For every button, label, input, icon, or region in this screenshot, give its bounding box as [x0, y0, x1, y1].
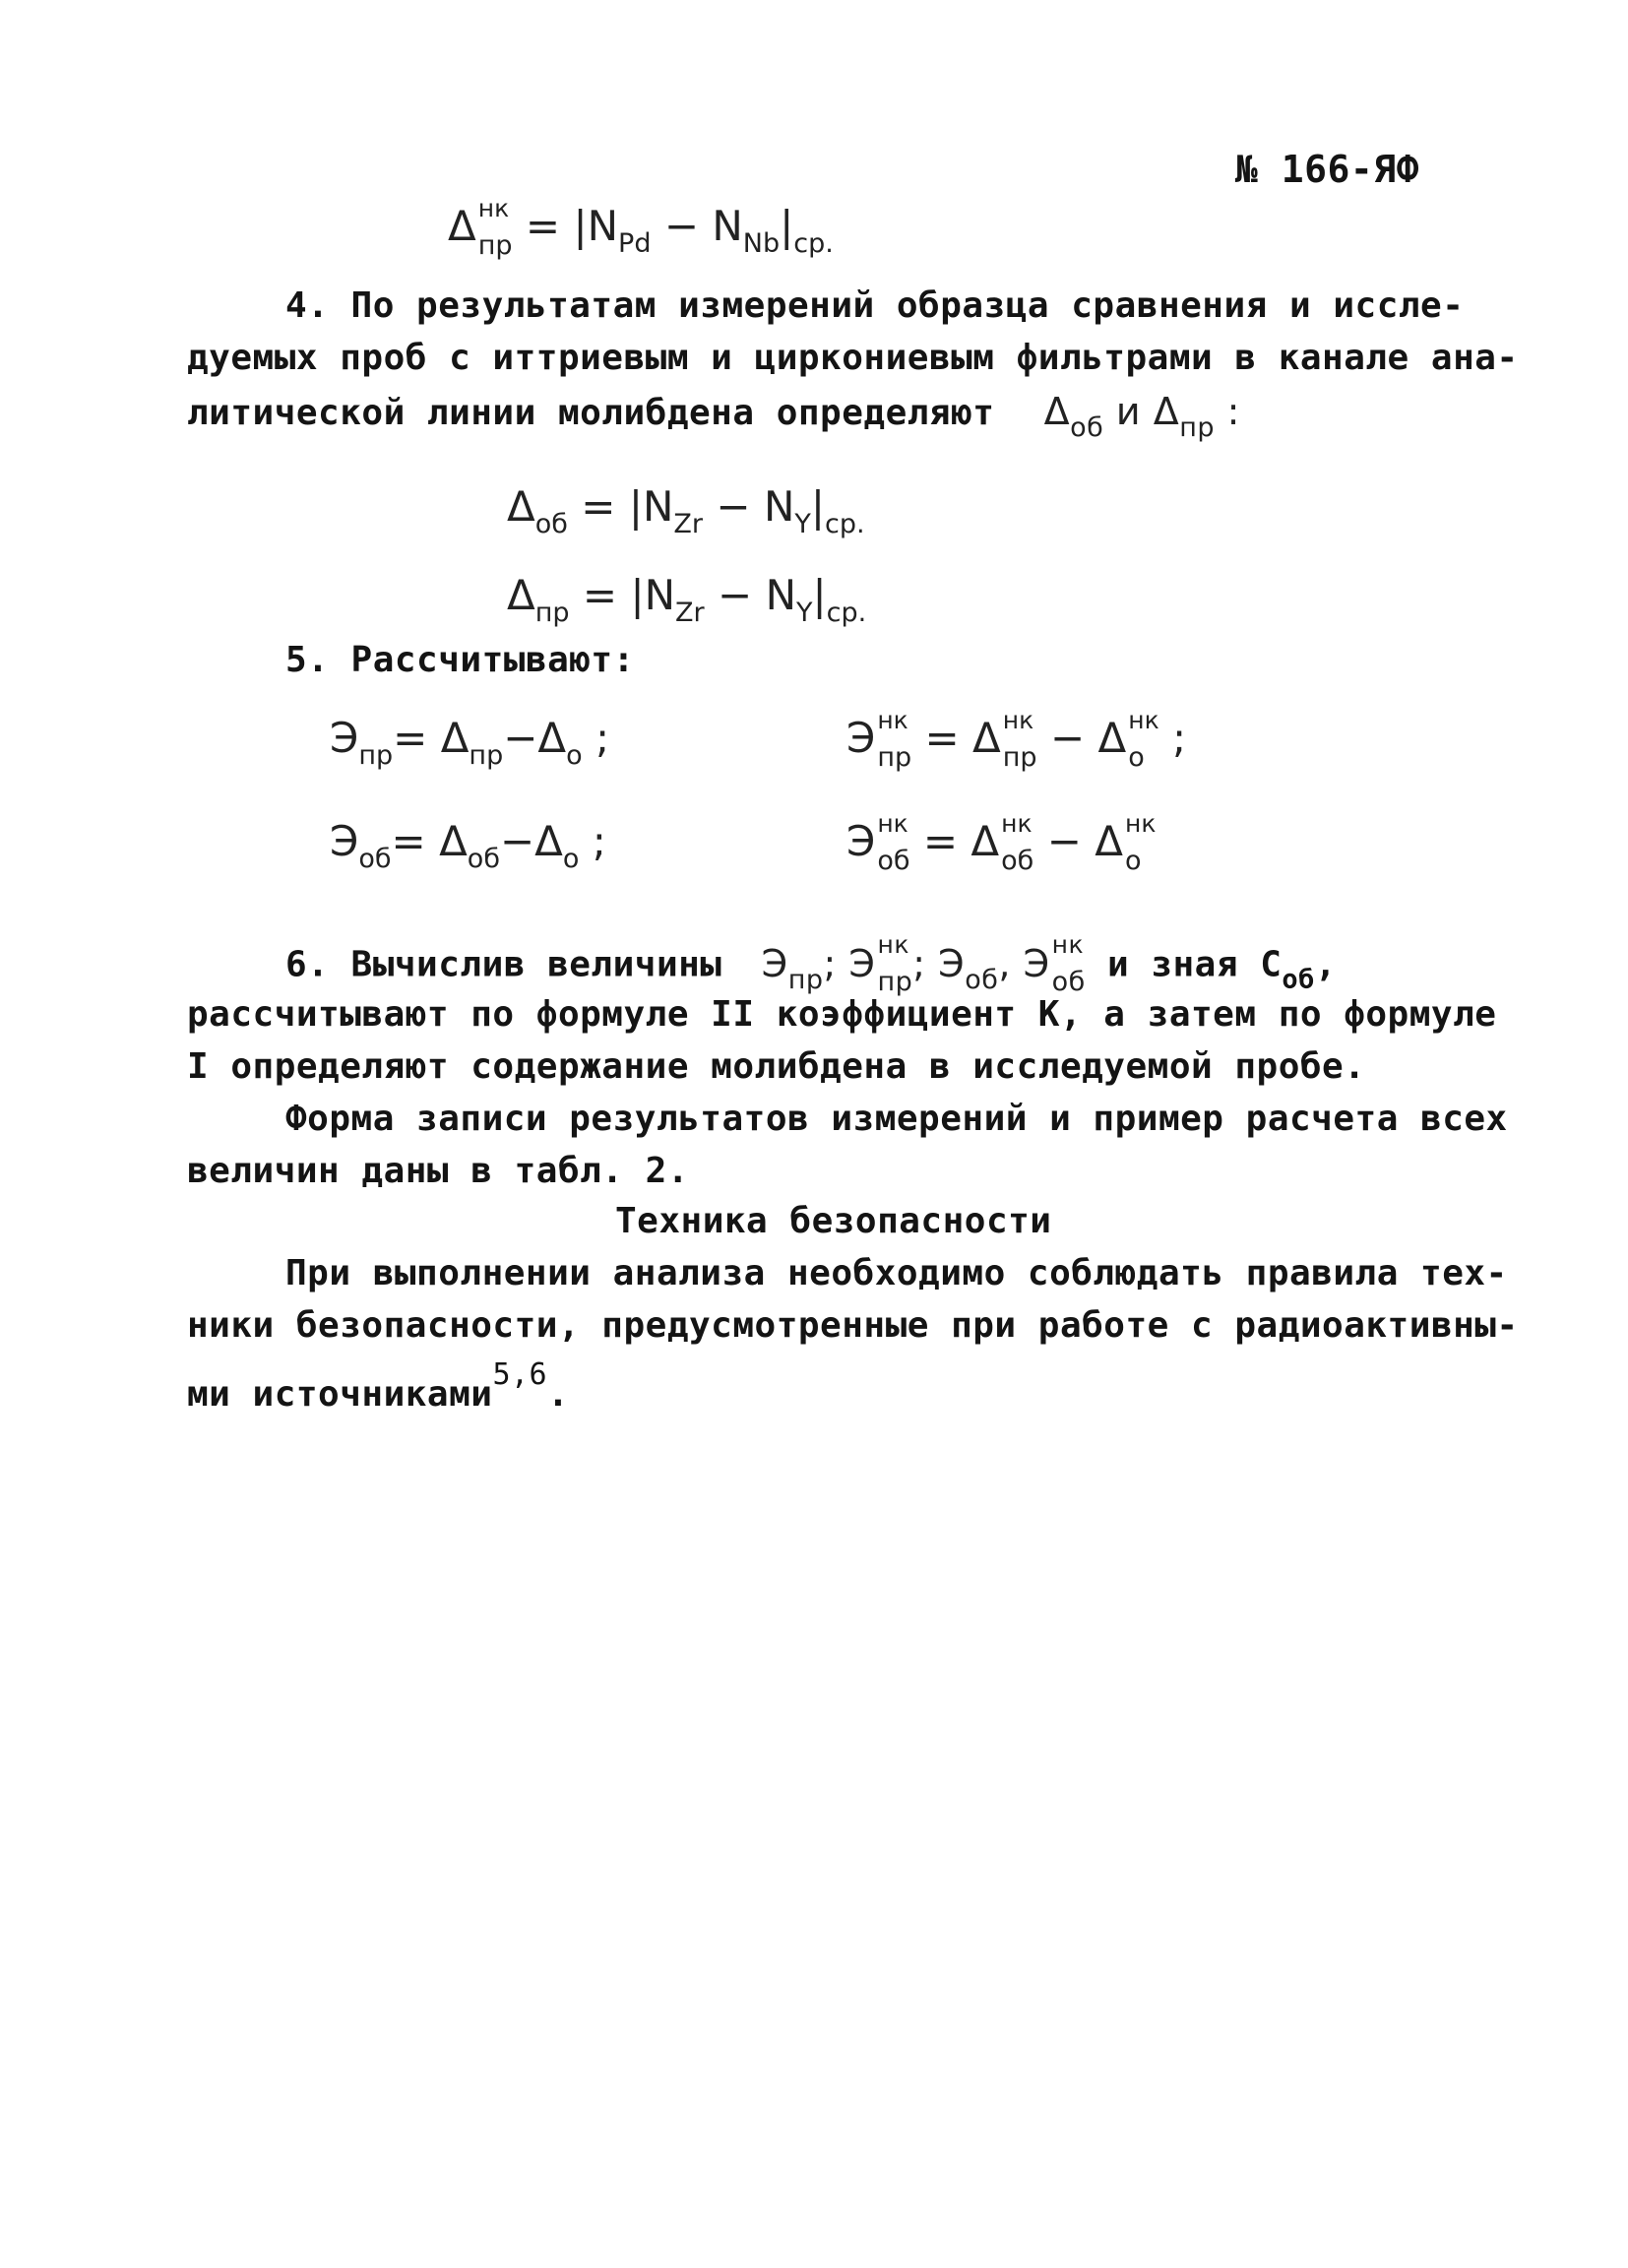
superscript: нк	[1001, 808, 1033, 838]
delta-symbol: Δ	[971, 817, 1000, 865]
equals-sign: =	[391, 817, 426, 865]
superscript: нк	[877, 930, 909, 959]
average-label: ср.	[825, 509, 865, 539]
subscript-zr: Zr	[675, 598, 705, 628]
subscript-zr: Zr	[673, 509, 704, 539]
e-indices	[1051, 930, 1086, 997]
comma: ,	[1314, 944, 1338, 985]
count-n-nb: N	[712, 202, 743, 250]
section4-line3-text: литической линии молибдена определяют	[187, 393, 995, 433]
subscript-ob: об	[534, 509, 568, 539]
safety-line3	[187, 1357, 569, 1415]
form-para-line1: Форма записи результатов измерений и пример расчета всех	[285, 1099, 1508, 1139]
e-symbol: Э	[846, 714, 876, 762]
minus-sign: −	[1049, 714, 1086, 762]
delta-symbol: Δ	[440, 714, 470, 762]
formula-e-ob-nk	[846, 808, 1157, 876]
semicolon: ;	[1172, 714, 1187, 762]
superscript: нк	[1002, 705, 1034, 734]
count-n-y: N	[763, 482, 795, 531]
superscript: нк	[877, 808, 908, 838]
safety-line1: При выполнении анализа необходимо соблюдать правила тех-	[285, 1253, 1508, 1293]
subscript-pr: пр	[534, 598, 570, 628]
section4-line2: дуемых проб с иттриевым и циркониевым фильтрами в канале ана-	[187, 338, 1519, 378]
superscript: нк	[877, 705, 908, 734]
e-symbol: Э	[761, 941, 788, 985]
formula-delta-pr	[507, 571, 866, 628]
subscript: о	[1128, 741, 1145, 773]
subscript-ob: об	[965, 964, 999, 995]
section6-line3: I определяют содержание молибдена в исследуемой пробе.	[187, 1046, 1366, 1087]
average-label: ср.	[793, 228, 834, 259]
formula-delta-pr-nk	[448, 193, 834, 261]
section6-line1	[285, 930, 1338, 997]
subscript-pd: Pd	[618, 228, 652, 259]
delta-symbol: Δ	[1097, 714, 1127, 762]
subscript-ob: об	[1282, 964, 1315, 995]
delta-symbol: Δ	[1043, 390, 1071, 433]
e-symbol: Э	[848, 941, 876, 985]
section6-start-text: 6. Вычислив величины	[285, 944, 722, 985]
section4-line3	[187, 390, 1240, 443]
e-indices	[877, 930, 913, 997]
safety-line2: ники безопасности, предусмотренные при работе с радиоактивны-	[187, 1305, 1519, 1346]
subscript: пр	[877, 967, 913, 997]
delta-symbol: Δ	[1153, 390, 1180, 433]
delta-symbol: Δ	[507, 482, 535, 531]
equals-sign: =	[924, 714, 960, 762]
subscript-ob: об	[1070, 412, 1104, 443]
subscript: пр	[877, 741, 912, 773]
subscript-y: Y	[795, 598, 813, 628]
safety-title: Техника безопасности	[615, 1201, 1052, 1241]
subscript: пр	[477, 229, 513, 261]
form-para-line2: величин даны в табл. 2.	[187, 1151, 689, 1191]
e-symbol: Э	[938, 941, 966, 985]
subscript: пр	[1002, 741, 1037, 773]
minus-sign: −	[1046, 817, 1082, 865]
formula-e-pr	[330, 714, 609, 771]
document-number: № 166-ЯФ	[1235, 148, 1420, 191]
e-symbol: Э	[1023, 941, 1050, 985]
average-label: ср.	[826, 598, 867, 628]
delta-symbol: Δ	[507, 571, 535, 619]
subscript-y: Y	[794, 509, 811, 539]
semicolon: ;	[592, 817, 606, 865]
count-n-pd: N	[587, 202, 619, 250]
superscript: нк	[477, 193, 510, 222]
colon: :	[1226, 390, 1240, 433]
subscript: об	[1001, 845, 1034, 876]
count-n-zr: N	[644, 571, 676, 619]
minus-sign: −	[503, 714, 538, 762]
subscript-ob: об	[358, 844, 392, 874]
abs-bar-left: |	[573, 202, 588, 250]
e-indices	[877, 808, 910, 876]
c-symbol: С	[1260, 944, 1283, 985]
e-symbol: Э	[330, 714, 359, 762]
safety-line3-text: ми источниками	[187, 1374, 493, 1415]
subscript-ob: об	[467, 844, 500, 874]
superscript: нк	[1124, 808, 1157, 838]
separator: ;	[912, 941, 926, 985]
superscript: нк	[1051, 930, 1085, 959]
abs-bar-right: |	[810, 482, 826, 531]
delta-symbol: Δ	[534, 817, 563, 865]
abs-bar-right: |	[812, 571, 827, 619]
subscript-o: о	[562, 844, 580, 874]
subscript-pr: пр	[358, 740, 394, 771]
equals-sign: =	[525, 202, 561, 250]
equals-sign: =	[922, 817, 959, 865]
subscript-nb: Nb	[742, 228, 781, 259]
minus-sign: −	[499, 817, 535, 865]
semicolon: ;	[595, 714, 610, 762]
e-indices	[877, 705, 912, 773]
abs-bar-right: |	[780, 202, 794, 250]
separator: ;	[823, 941, 837, 985]
delta-symbol: Δ	[1095, 817, 1123, 865]
section6-line2: рассчитывают по формуле II коэффициент К, а затем по формуле	[187, 994, 1497, 1035]
superscript: нк	[1128, 705, 1159, 734]
subscript: о	[1124, 845, 1142, 876]
e-symbol: Э	[330, 817, 359, 865]
section5-title: 5. Рассчитывают:	[285, 640, 635, 680]
minus-sign: −	[718, 571, 753, 619]
minus-sign: −	[663, 202, 700, 250]
minus-sign: −	[716, 482, 751, 531]
e-symbol: Э	[846, 817, 876, 865]
knowing-text: и зная	[1106, 944, 1239, 985]
subscript-pr: пр	[1179, 412, 1215, 443]
formula-e-ob	[330, 817, 606, 874]
subscript-pr: пр	[787, 964, 824, 995]
delta-indices	[1124, 808, 1157, 876]
delta-symbol: Δ	[537, 714, 567, 762]
count-n-y: N	[765, 571, 796, 619]
delta-symbol: Δ	[972, 714, 1001, 762]
inline-e-values	[761, 930, 1086, 997]
formula-e-pr-nk	[846, 705, 1187, 773]
section4-line1: 4. По результатам измерений образца сравнения и иссле-	[285, 285, 1465, 326]
delta-indices	[1128, 705, 1159, 773]
subscript-o: о	[566, 740, 583, 771]
delta-indices	[477, 193, 513, 261]
equals-sign: =	[581, 482, 616, 531]
equals-sign: =	[582, 571, 618, 619]
subscript: об	[877, 845, 910, 876]
delta-indices	[1002, 705, 1037, 773]
count-n-zr: N	[642, 482, 674, 531]
delta-indices	[1001, 808, 1034, 876]
delta-symbol: Δ	[439, 817, 468, 865]
subscript: об	[1051, 967, 1086, 997]
formula-delta-ob	[507, 482, 865, 539]
inline-delta-ob-pr	[1043, 390, 1240, 443]
equals-sign: =	[393, 714, 428, 762]
delta-symbol: Δ	[448, 202, 476, 250]
reference-superscript: 5,6	[492, 1357, 548, 1392]
period: .	[547, 1374, 570, 1415]
abs-bar-left: |	[628, 482, 643, 531]
conjunction: и	[1115, 390, 1142, 433]
subscript-pr: пр	[469, 740, 504, 771]
abs-bar-left: |	[630, 571, 645, 619]
separator: ,	[998, 941, 1011, 985]
